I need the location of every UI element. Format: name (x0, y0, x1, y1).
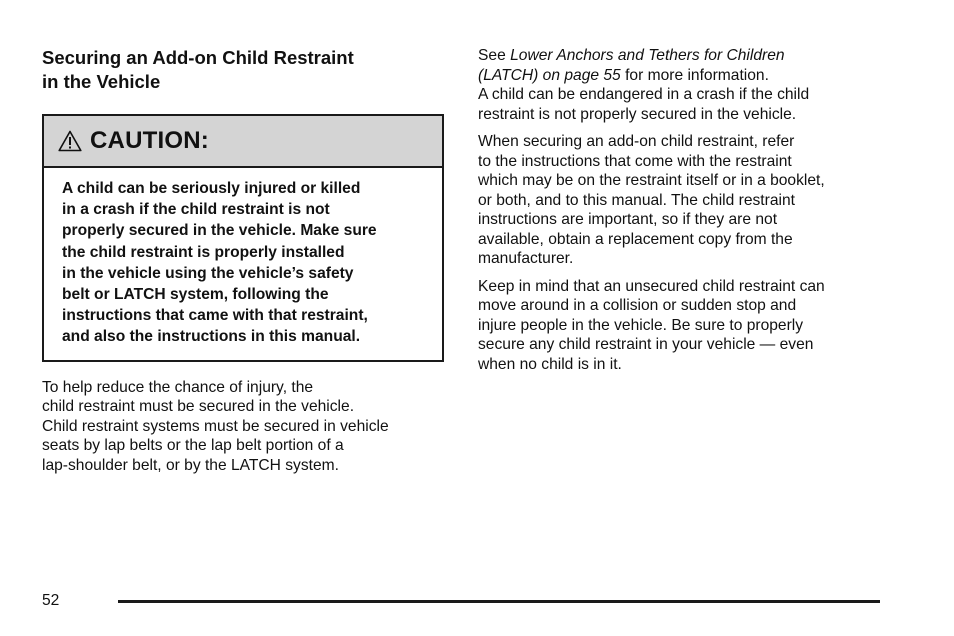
caution-line: and also the instructions in this manual. (62, 328, 361, 346)
paragraph-line: to the instructions that come with the restraint (478, 152, 792, 170)
paragraph-line: To help reduce the chance of injury, the (42, 378, 314, 396)
after-link-text: for more information. (620, 66, 769, 84)
paragraph-line: seats by lap belts or the lap belt portion of a (42, 437, 344, 455)
footer-rule (118, 600, 880, 603)
section-heading-line-2: in the Vehicle (42, 71, 161, 92)
caution-line: properly secured in the vehicle. Make sure (62, 222, 377, 240)
caution-box (42, 114, 444, 362)
caution-line: in a crash if the child restraint is not (62, 201, 330, 219)
caution-line: in the vehicle using the vehicle’s safety (62, 264, 354, 282)
caution-line: the child restraint is properly installed (62, 243, 345, 261)
paragraph-line: injure people in the vehicle. Be sure to properly (478, 316, 804, 334)
caution-title: CAUTION: (90, 127, 209, 154)
paragraph-line: move around in a collision or sudden stop and (478, 297, 797, 314)
paragraph-line: Child restraint systems must be secured in vehicle (42, 417, 389, 435)
paragraph-line: manufacturer. (478, 250, 574, 267)
caution-line: A child can be seriously injured or killed (62, 180, 361, 197)
caution-header (44, 116, 442, 168)
paragraph-line (478, 46, 888, 66)
paragraph-line: A child can be endangered in a crash if the child (478, 86, 810, 103)
left-column (42, 46, 444, 475)
paragraph-line: When securing an add-on child restraint, refer (478, 133, 795, 150)
paragraph-line: or both, and to this manual. The child restraint (478, 191, 795, 209)
latch-reference-link[interactable]: Lower Anchors and Tethers for Children (510, 47, 785, 64)
page-number: 52 (42, 592, 60, 609)
section-heading-line-1: Securing an Add-on Child Restraint (42, 47, 354, 68)
caution-line: instructions that came with that restraint, (62, 307, 368, 325)
right-column (478, 46, 888, 374)
warning-triangle-icon (58, 130, 82, 152)
see-text: See (478, 47, 511, 64)
section-heading (42, 46, 444, 94)
left-paragraph (42, 378, 444, 476)
right-paragraph-unsecured (478, 277, 888, 375)
paragraph-line: instructions are important, so if they are not (478, 211, 778, 228)
caution-text (44, 168, 442, 360)
paragraph-line: available, obtain a replacement copy from the (478, 230, 793, 248)
right-paragraph-latch (478, 46, 888, 124)
paragraph-line: which may be on the restraint itself or in a booklet, (478, 172, 825, 189)
right-paragraph-instructions (478, 132, 888, 269)
paragraph-line: Keep in mind that an unsecured child restraint can (478, 277, 825, 295)
paragraph-line: secure any child restraint in your vehicle — even (478, 336, 814, 353)
paragraph-line: when no child is in it. (478, 355, 622, 373)
caution-line: belt or LATCH system, following the (62, 286, 329, 304)
paragraph-line: lap-shoulder belt, or by the LATCH system. (42, 456, 339, 474)
paragraph-line (478, 66, 888, 86)
paragraph-line: child restraint must be secured in the vehicle. (42, 398, 355, 416)
latch-reference-page[interactable]: (LATCH) on page 55 (478, 66, 621, 84)
paragraph-line: restraint is not properly secured in the vehicle. (478, 105, 797, 123)
